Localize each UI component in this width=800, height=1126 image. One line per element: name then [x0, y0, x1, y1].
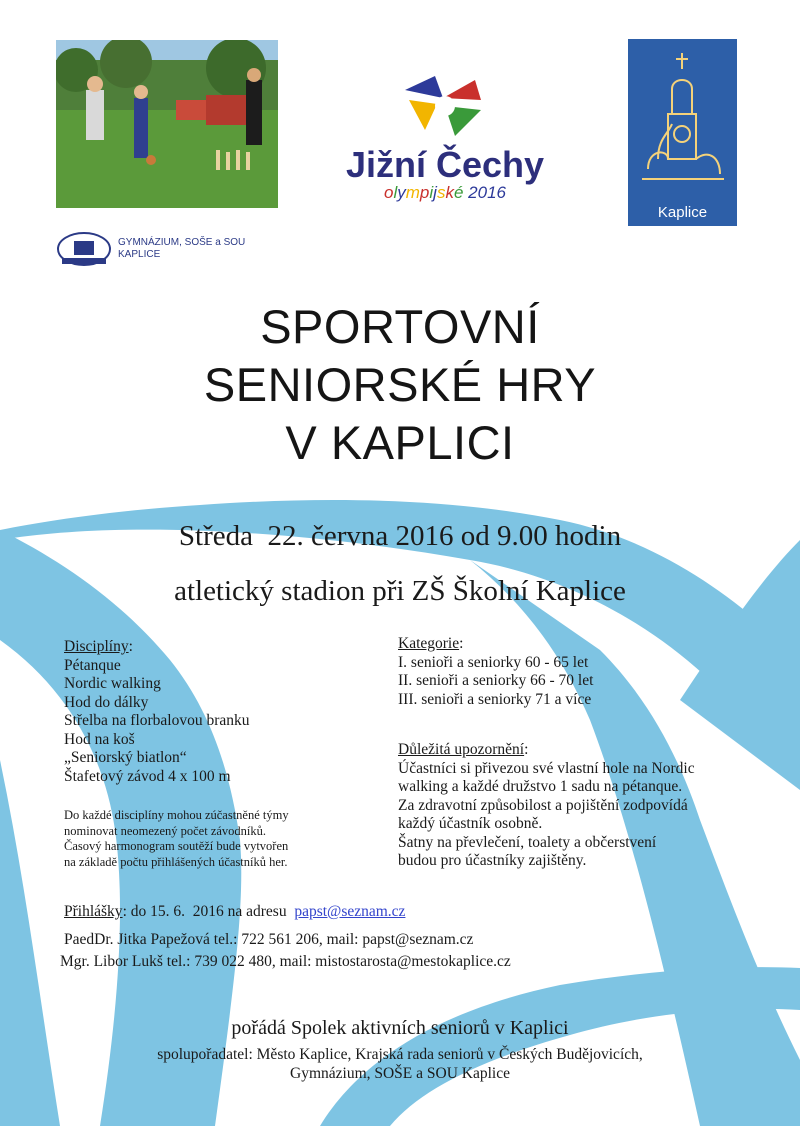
note-line: na základě počtu přihlášených účastníků her. — [64, 854, 288, 869]
event-venue: atletický stadion při ZŠ Školní Kaplice — [174, 575, 626, 607]
disciplines-section: Disciplíny: Pétanque Nordic walking Hod do dálky Střelba na florbalovou branku Hod na koš „Seniorský biatlon“ Štafetový závod 4 x 100 m — [64, 638, 250, 785]
discipline-item: Pétanque — [64, 656, 121, 674]
categories-heading: Kategorie — [398, 635, 460, 652]
discipline-item: Nordic walking — [64, 675, 161, 692]
disciplines-note — [64, 808, 289, 870]
notice-heading: Důležitá upozornění — [398, 741, 525, 758]
title-line1: SPORTOVNÍ — [260, 300, 540, 353]
notice-line: každý účastník osobně. — [398, 815, 543, 832]
disciplines-heading: Disciplíny — [64, 638, 129, 655]
category-item: II. senioři a seniorky 66 - 70 let — [398, 672, 594, 689]
notice-line: Účastníci si přivezou své vlastní hole na Nordic — [398, 759, 695, 777]
registration-label: Přihlášky — [64, 903, 123, 920]
category-item: I. senioři a seniorky 60 - 65 let — [398, 653, 589, 671]
olympic-emblem-icon — [395, 70, 495, 140]
discipline-item: Štafetový závod 4 x 100 m — [64, 767, 231, 785]
discipline-item: „Seniorský biatlon“ — [64, 749, 187, 766]
notice-line: Za zdravotní způsobilost a pojištění zodpovídá — [398, 796, 688, 814]
contact-luks: Mgr. Libor Lukš tel.: 739 022 480, mail: mistostarosta@mestokaplice.cz — [60, 953, 511, 970]
jizni-cechy-logo — [330, 70, 560, 203]
organizer: pořádá Spolek aktivních seniorů v Kaplici — [231, 1017, 569, 1039]
coorganizer-line2: Gymnázium, SOŠE a SOU Kaplice — [290, 1065, 510, 1082]
discipline-item: Hod na koš — [64, 730, 135, 748]
registration-text: : do 15. 6. 2016 na adresu — [122, 903, 295, 920]
notice-section: Důležitá upozornění: Účastníci si přivezou své vlastní hole na Nordic walking a každé družstvo 1 sadu na pétanque. Za zdravotní způsobilost a pojištění zodpovídá každý účastník osobně. Šatny na převlečení, toalety a občerstvení budou pro účastníky zajištěny. — [398, 741, 778, 871]
discipline-item: Hod do dálky — [64, 693, 149, 711]
note-line: Časový harmonogram soutěží bude vytvořen — [64, 839, 289, 853]
title-line2: SENIORSKÉ HRY — [203, 358, 597, 411]
school-logo — [56, 231, 245, 267]
registration-email-link[interactable]: papst@seznam.cz — [294, 903, 406, 920]
category-item: III. senioři a seniorky 71 a více — [398, 690, 592, 708]
event-photo — [56, 40, 278, 208]
event-date: Středa 22. června 2016 od 9.00 hodin — [178, 520, 622, 552]
notice-line: Šatny na převlečení, toalety a občerstvení — [398, 833, 657, 851]
title-line3: V KAPLICI — [285, 416, 515, 469]
note-line: Do každé disciplíny mohou zúčastněné týmy — [64, 808, 289, 822]
event-title — [0, 298, 800, 472]
olympijske-year: 2016 — [468, 183, 506, 202]
coorganizer-line1: spolupořadatel: Město Kaplice, Krajská rada seniorů v Českých Budějovicích, — [157, 1046, 643, 1063]
note-line: nominovat neomezený počet závodníků. — [64, 823, 267, 838]
kaplice-logo — [628, 39, 737, 226]
registration-line — [64, 903, 405, 921]
kaplice-logo-text: Kaplice — [657, 204, 708, 221]
contact-papezova: PaedDr. Jitka Papežová tel.: 722 561 206, mail: papst@seznam.cz — [64, 931, 474, 948]
church-tower-icon — [628, 39, 737, 199]
jizni-cechy-title: Jižní Čechy — [345, 144, 545, 185]
school-emblem-icon — [56, 231, 112, 267]
coorganizer — [0, 1045, 800, 1083]
school-name-line1: GYMNÁZIUM, SOŠE a SOU — [118, 237, 246, 248]
discipline-item: Střelba na florbalovou branku — [64, 712, 250, 729]
notice-line: walking a každé družstvo 1 sadu na pétanque. — [398, 778, 683, 795]
categories-section: Kategorie: I. senioři a seniorky 60 - 65 let II. senioři a seniorky 66 - 70 let III. senioři a seniorky 71 a více — [398, 635, 594, 708]
notice-line: budou pro účastníky zajištěny. — [398, 852, 587, 869]
school-name-line2: KAPLICE — [118, 249, 161, 260]
olympijske-subtitle: olympijské 2016 — [384, 183, 506, 202]
